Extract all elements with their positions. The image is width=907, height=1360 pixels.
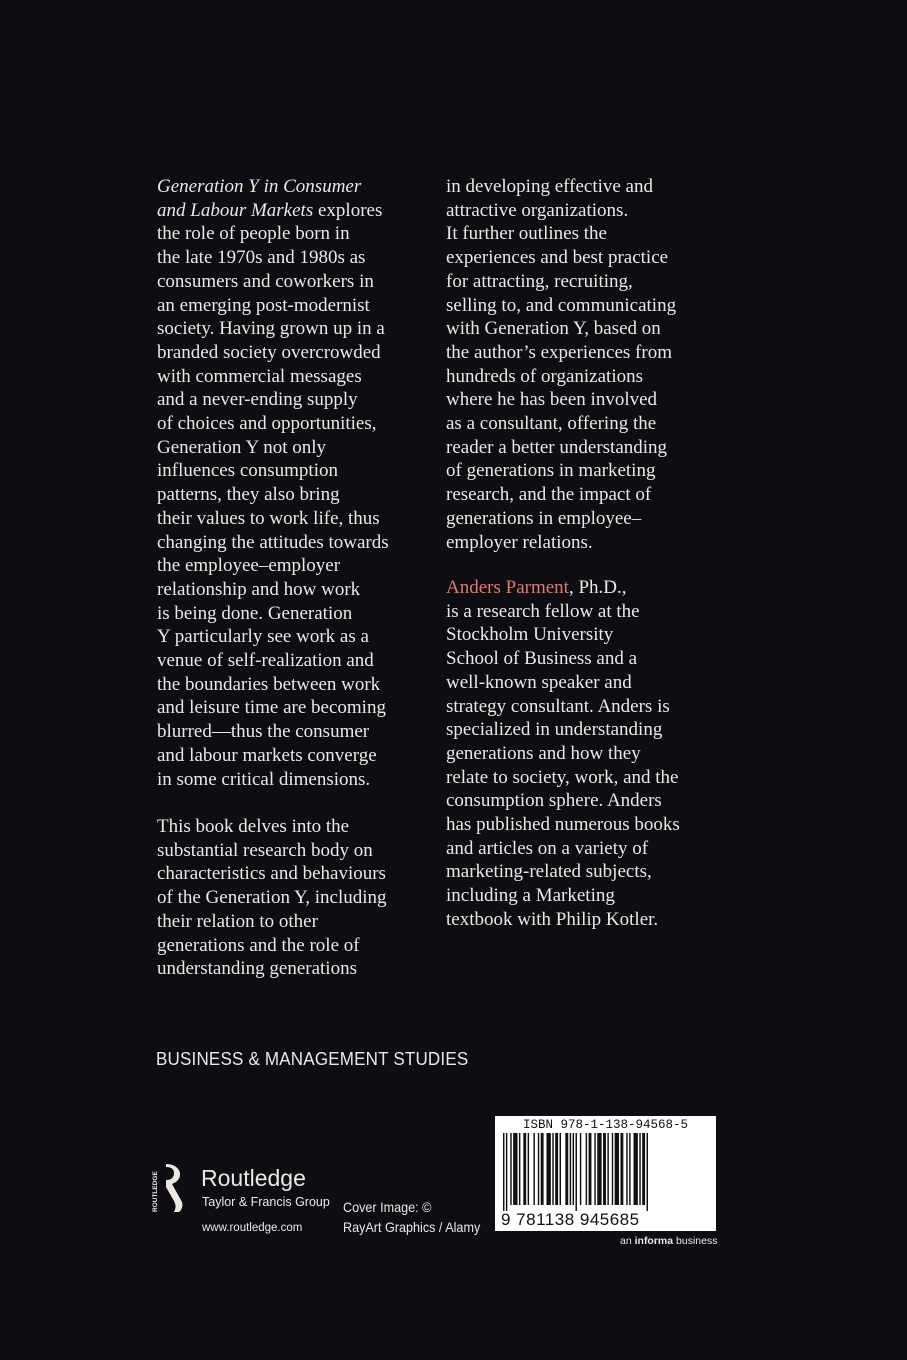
blurb-line: society. Having grown up in a [157,318,385,340]
blurb-line: It further outlines the [446,223,607,245]
barcode-bar [589,1133,592,1205]
cover-credit-line-2: RayArt Graphics / Alamy [343,1219,481,1235]
logo-vertical-text: ROUTLEDGE [152,1171,159,1212]
barcode-bar [573,1133,574,1205]
barcode-bar [607,1133,608,1205]
blurb-line: where he has been involved [446,389,658,411]
barcode-bar [620,1133,623,1205]
barcode-bar [533,1133,534,1205]
barcode-bar [647,1133,648,1211]
blurb-line: substantial research body on [157,839,373,861]
barcode-bar [506,1133,507,1211]
barcode-bar [503,1133,504,1211]
author-bio-text [446,600,680,932]
blurb-line: Y particularly see work as a [157,626,369,648]
barcode-bar [603,1133,606,1205]
blurb-line: as a consultant, offering the [446,413,657,435]
barcode-bar [523,1133,526,1205]
book-title-line-1: Generation Y in Consumer [157,176,362,197]
barcode-bar [538,1133,539,1205]
blurb-line: influences consumption [157,460,338,482]
blurb-line: and labour markets converge [157,744,377,766]
blurb-line: of generations in marketing [446,460,656,482]
barcode-bar [565,1133,568,1205]
blurb-line: the late 1970s and 1980s as [157,247,366,269]
publisher-group: Taylor & Francis Group [202,1195,330,1209]
barcode-bar [580,1133,581,1205]
bio-line: is a research fellow at the [446,600,640,622]
barcode-bar [560,1133,561,1205]
blurb-line: Generation Y not only [157,436,327,458]
barcode-bar [513,1133,517,1205]
blurb-line: and leisure time are becoming [157,697,386,719]
bio-line: consumption sphere. Anders [446,790,662,812]
publisher-name: Routledge [201,1165,306,1191]
blurb-line: the role of people born in [157,223,350,245]
blurb-line: relationship and how work [157,578,361,600]
blurb-line: in developing effective and [446,176,653,197]
blurb-paragraph-continued [446,175,676,554]
bio-line: specialized in understanding [446,719,663,741]
blurb-line: selling to, and communicating [446,294,677,316]
title-trailing-text: explores [313,199,383,221]
cover-image-credit [343,1197,480,1237]
informa-prefix: an [620,1235,635,1247]
author-credential: , Ph.D., [568,577,627,598]
blurb-line: of the Generation Y, including [157,887,387,909]
publisher-block [152,1160,352,1240]
isbn-barcode [495,1116,716,1231]
bio-line: and articles on a variety of [446,837,649,859]
blurb-line: venue of self-realization and [157,650,374,672]
blurb-line: experiences and best practice [446,247,669,269]
blurb-line: characteristics and behaviours [157,863,386,885]
barcode-bar [597,1133,601,1205]
barcode-bar [552,1133,553,1205]
blurb-paragraph-2 [157,815,389,981]
blurb-line: employer relations. [446,531,593,553]
cover-credit-line-1: Cover Image: © [343,1199,432,1215]
ean-digits: 9 781138 945685 [501,1210,640,1229]
blurb-line: reader a better understanding [446,436,668,458]
blurb-column-left [157,175,389,981]
blurb-line: This book delves into the [157,815,350,837]
blurb-line: for attracting, recruiting, [446,270,633,292]
bio-line: generations and how they [446,742,641,764]
blurb-line: the boundaries between work [157,673,381,695]
blurb-line: consumers and coworkers in [157,270,374,292]
informa-tagline [620,1235,717,1247]
bio-line: textbook with Philip Kotler. [446,908,659,930]
informa-suffix: business [673,1235,718,1247]
blurb-line: patterns, they also bring [157,484,340,506]
barcode-bar [586,1133,587,1205]
author-name: Anders Parment [446,577,569,598]
barcode-bar [570,1133,571,1205]
blurb-line: their relation to other [157,910,318,932]
blurb-line: generations and the role of [157,934,360,956]
blurb-line: in some critical dimensions. [157,768,371,790]
blurb-line: an emerging post-modernist [157,294,370,316]
blurb-line: of choices and opportunities, [157,413,377,435]
blurb-line: generations in employee– [446,507,642,529]
barcode-bar [541,1133,544,1205]
barcode-bar [615,1133,619,1205]
isbn-label: ISBN 978-1-138-94568-5 [522,1118,689,1132]
bio-line: has published numerous books [446,814,680,836]
barcode-bar [634,1133,638,1205]
blurb-line: is being done. Generation [157,602,353,624]
barcode-bar [576,1133,577,1211]
book-title-line-2: and Labour Markets [157,199,314,221]
blurb-line: hundreds of organizations [446,365,643,387]
barcode-bar [519,1133,520,1205]
blurb-line: and a never-ending supply [157,389,358,411]
publisher-url[interactable]: www.routledge.com [202,1222,303,1234]
blurb-paragraph-1 [157,222,389,791]
bio-line: including a Marketing [446,885,615,907]
blurb-line: with commercial messages [157,365,362,387]
barcode-bar [510,1133,511,1205]
blurb-line: their values to work life, thus [157,507,380,529]
blurb-line: the employee–employer [157,555,341,577]
barcode-bar [547,1133,551,1205]
blurb-line: research, and the impact of [446,484,652,506]
barcode-bar [629,1133,630,1205]
blurb-line: attractive organizations. [446,199,629,221]
bio-line: School of Business and a [446,648,638,670]
bio-line: marketing-related subjects, [446,861,652,883]
bio-line: strategy consultant. Anders is [446,695,670,717]
blurb-line: blurred—thus the consumer [157,721,370,743]
blurb-line: understanding generations [157,958,357,980]
routledge-r-icon [152,1160,186,1216]
bio-line: Stockholm University [446,624,614,646]
barcode-bar [642,1133,645,1205]
barcode-bar [626,1133,627,1205]
barcode-bar [594,1133,595,1205]
author-bio [446,576,680,932]
blurb-line: branded society overcrowded [157,341,381,363]
barcode-bars [501,1133,711,1211]
subject-category: BUSINESS & MANAGEMENT STUDIES [156,1048,469,1069]
bio-line: relate to society, work, and the [446,766,679,788]
barcode-bar [528,1133,529,1205]
blurb-line: changing the attitudes towards [157,531,389,553]
informa-brand: informa [634,1235,674,1247]
barcode-bar [555,1133,558,1205]
blurb-line: with Generation Y, based on [446,318,661,340]
blurb-column-right [446,175,676,554]
barcode-bar [612,1133,613,1205]
bio-line: well-known speaker and [446,671,632,693]
blurb-line: the author’s experiences from [446,341,672,363]
barcode-bar [639,1133,640,1205]
